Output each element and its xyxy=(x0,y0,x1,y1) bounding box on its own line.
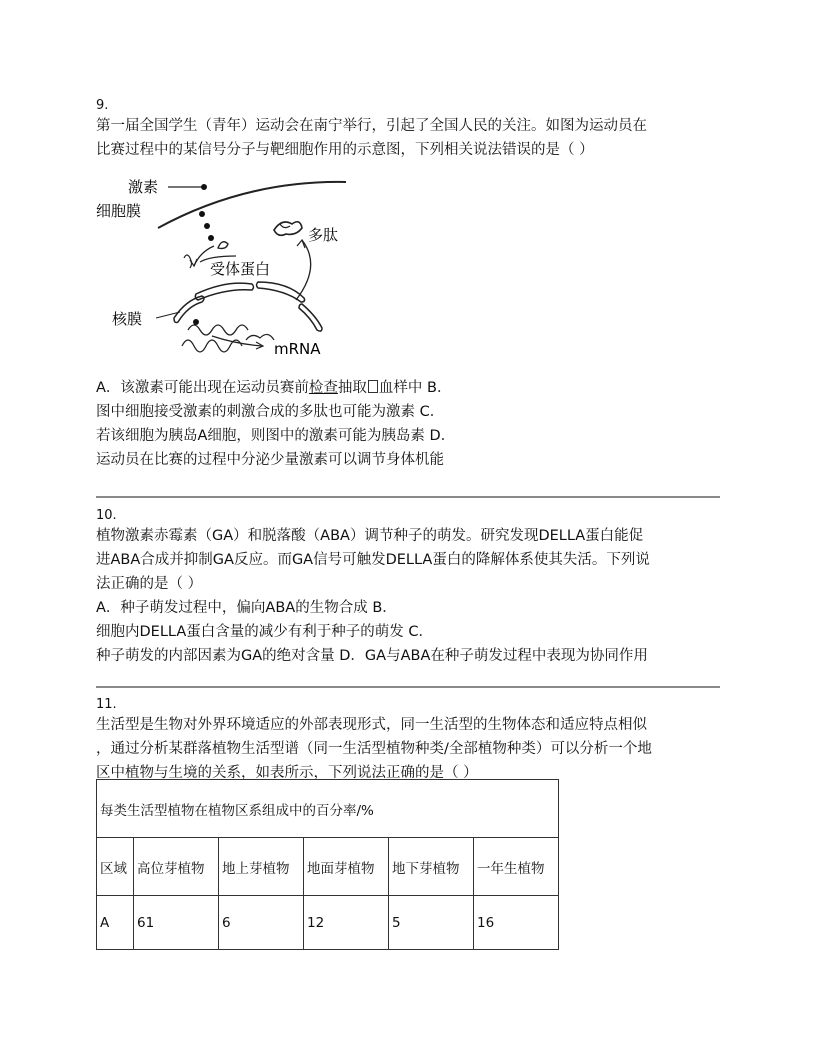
table-header-cell: 地下芽植物 xyxy=(389,838,474,896)
option-line xyxy=(96,376,720,400)
dna-strand xyxy=(188,325,248,335)
hormone-molecule xyxy=(201,184,207,190)
question-9-options xyxy=(96,376,720,472)
question-line: ，通过分析某群落植物生活型谱（同一生活型植物种类/全部植物种类）可以分析一个地 xyxy=(96,741,652,757)
question-divider xyxy=(96,686,720,688)
life-form-table xyxy=(96,779,559,950)
question-11 xyxy=(96,697,720,785)
table-cell: 16 xyxy=(474,896,559,950)
option-line: 细胞内DELLA蛋白含量的减少有利于种子的萌发 C． xyxy=(96,624,433,640)
table-title-cell: 每类生活型植物在植物区系组成中的百分率/% xyxy=(97,780,559,838)
label-mrna: mRNA xyxy=(274,340,321,358)
polypeptide-shape xyxy=(274,222,302,236)
hormone-molecule xyxy=(199,211,205,217)
question-line: 法正确的是（ ） xyxy=(96,576,203,592)
underlined-text: 检查 xyxy=(308,380,338,396)
table-header-cell: 地上芽植物 xyxy=(219,838,304,896)
label-hormone: 激素 xyxy=(128,178,159,196)
question-number: 11. xyxy=(96,697,117,712)
option-text: A．该激素可能出现在运动员赛前 xyxy=(96,380,309,396)
question-number: 10. xyxy=(96,508,117,523)
table-header-cell: 地面芽植物 xyxy=(304,838,389,896)
hormone-molecule xyxy=(208,235,214,241)
table-header-cell: 区域 xyxy=(97,838,134,896)
nuclear-membrane-segment xyxy=(195,283,253,300)
question-line: 生活型是生物对外界环境适应的外部表现形式，同一生活型的生物体态和适应特点相似 xyxy=(96,717,647,733)
option-text: 抽取 xyxy=(337,380,367,396)
option-line: 图中细胞接受激素的刺激合成的多肽也可能为激素 C． xyxy=(96,404,445,420)
label-cell-membrane: 细胞膜 xyxy=(96,202,142,220)
translation-arrow xyxy=(296,240,311,300)
nuclear-membrane-segment xyxy=(299,304,322,331)
cell-membrane-curve xyxy=(158,182,346,228)
nuclear-membrane-segment xyxy=(257,282,305,302)
label-nuclear-membrane: 核膜 xyxy=(112,310,143,328)
option-line: 种子萌发的内部因素为GA的绝对含量 D．GA与ABA在种子萌发过程中表现为协同作用 xyxy=(96,648,648,664)
table-header-cell: 一年生植物 xyxy=(474,838,559,896)
arrow-head xyxy=(297,240,305,248)
question-line: 区中植物与生境的关系，如表所示，下列说法正确的是（ ） xyxy=(96,765,478,781)
table-row xyxy=(97,896,559,950)
receptor-binding-site xyxy=(218,242,228,249)
question-10 xyxy=(96,508,720,668)
table-header-row xyxy=(97,838,559,896)
hormone-molecule xyxy=(204,223,210,229)
question-divider xyxy=(96,496,720,498)
table-header-cell: 高位芽植物 xyxy=(134,838,219,896)
option-line: 运动员在比赛的过程中分泌少量激素可以调节身体机能 xyxy=(96,452,444,468)
table-title-row xyxy=(97,780,559,838)
table-cell: 6 xyxy=(219,896,304,950)
missing-glyph-box xyxy=(368,380,378,393)
option-text: 血样中 B． xyxy=(378,380,452,396)
question-line: 进ABA合成并抑制GA反应。而GA信号可触发DELLA蛋白的降解体系使其失活。下列说 xyxy=(96,552,650,568)
question-line: 植物激素赤霉素（GA）和脱落酸（ABA）调节种子的萌发。研究发现DELLA蛋白能促 xyxy=(96,528,644,544)
table-cell: 5 xyxy=(389,896,474,950)
mrna-strand xyxy=(246,334,274,340)
transcription-arrow xyxy=(212,336,262,346)
option-line: A．种子萌发过程中，偏向ABA的生物合成 B． xyxy=(96,600,397,616)
option-line: 若该细胞为胰岛A细胞，则图中的激素可能为胰岛素 D． xyxy=(96,428,456,444)
question-stem-line: 第一届全国学生（青年）运动会在南宁举行，引起了全国人民的关注。如图为运动员在 xyxy=(96,118,647,134)
label-receptor-protein: 受体蛋白 xyxy=(210,260,271,278)
hormone-target-cell-diagram xyxy=(96,170,346,370)
polypeptide-shape xyxy=(280,224,290,228)
question-9 xyxy=(96,98,720,162)
table-cell: 12 xyxy=(304,896,389,950)
question-number: 9. xyxy=(96,98,109,113)
hormone-molecule xyxy=(193,319,199,325)
question-stem-line: 比赛过程中的某信号分子与靶细胞作用的示意图，下列相关说法错误的是（ ） xyxy=(96,142,594,158)
table-cell: A xyxy=(97,896,134,950)
table-cell: 61 xyxy=(134,896,219,950)
label-polypeptide: 多肽 xyxy=(308,226,339,244)
